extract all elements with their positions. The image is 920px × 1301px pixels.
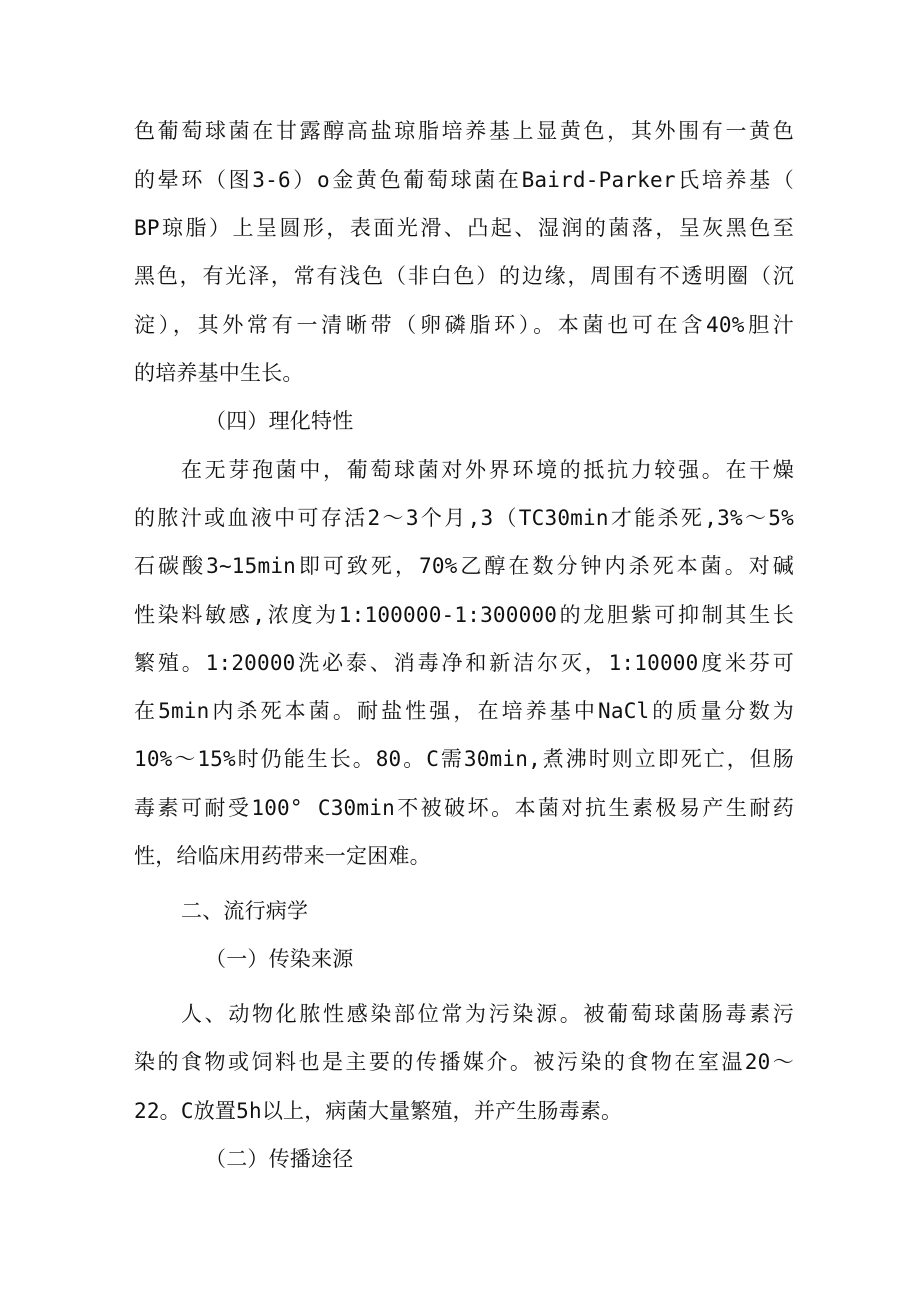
text-line: 人、动物化脓性感染部位常为污染源。被葡萄球菌肠毒素污 <box>181 1002 794 1026</box>
subsection-heading: （一）传染来源 <box>205 947 354 971</box>
text-line: 淀），其外常有一清晰带（卵磷脂环）。本菌也可在含40%胆汁 <box>134 313 794 337</box>
text-line: 黑色，有光泽，常有浅色（非白色）的边缘，周围有不透明圈（沉 <box>134 264 794 288</box>
text-line: 的晕环（图3-6）o金黄色葡萄球菌在Baird-Parker氏培养基（ <box>134 168 794 192</box>
text-line: 繁殖。1:20000洗必泰、消毒净和新洁尔灭，1:10000度米芬可 <box>134 651 794 675</box>
text-line: 染的食物或饲料也是主要的传播媒介。被污染的食物在室温20～ <box>134 1050 794 1074</box>
subsection-heading: （二）传播途径 <box>205 1147 354 1171</box>
text-line: 在5min内杀死本菌。耐盐性强，在培养基中NaCl的质量分数为 <box>134 699 794 723</box>
text-line: 22。C放置5h以上，病菌大量繁殖，并产生肠毒素。 <box>134 1099 623 1123</box>
text-line: 毒素可耐受100° C30min不被破坏。本菌对抗生素极易产生耐药 <box>134 796 794 820</box>
section-heading: （四）理化特性 <box>205 409 354 433</box>
text-line: 在无芽孢菌中，葡萄球菌对外界环境的抵抗力较强。在干燥 <box>181 458 794 482</box>
text-line: 的脓汁或血液中可存活2～3个月,3（TC30min才能杀死,3%～5% <box>134 506 794 530</box>
section-heading: 二、流行病学 <box>181 899 309 923</box>
text-line: BP琼脂）上呈圆形，表面光滑、凸起、湿润的菌落，呈灰黑色至 <box>134 216 794 240</box>
text-line: 性染料敏感,浓度为1:100000-1:300000的龙胆紫可抑制其生长 <box>134 603 794 627</box>
text-line: 石碳酸3~15min即可致死，70%乙醇在数分钟内杀死本菌。对碱 <box>134 554 794 578</box>
text-line: 10%～15%时仍能生长。80。C需30min,煮沸时则立即死亡，但肠 <box>134 747 794 771</box>
text-line: 色葡萄球菌在甘露醇高盐琼脂培养基上显黄色，其外围有一黄色 <box>134 119 794 143</box>
text-line: 的培养基中生长。 <box>134 361 304 385</box>
text-line: 性，给临床用药带来一定困难。 <box>134 844 431 868</box>
